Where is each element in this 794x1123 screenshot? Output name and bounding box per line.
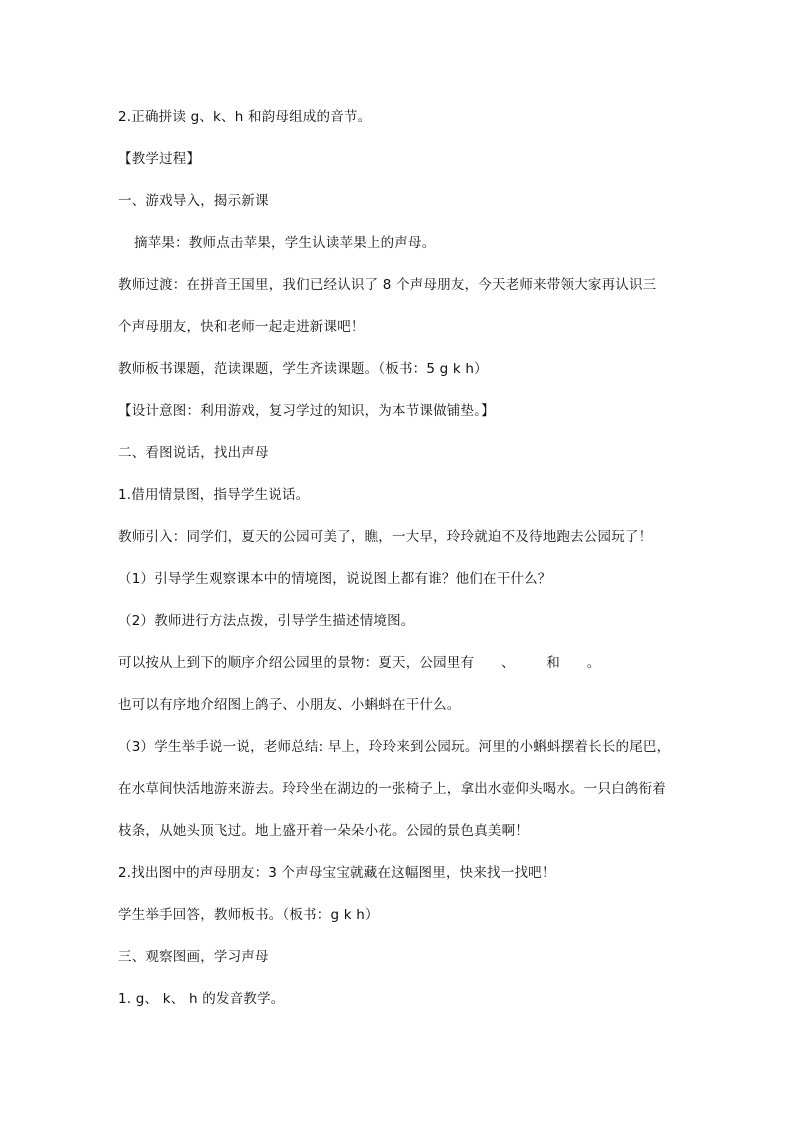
paragraph-line: 在水草间快活地游来游去。玲玲坐在湖边的一张椅子上，拿出水壶仰头喝水。一只白鸽衔着 xyxy=(118,781,666,797)
section-heading-1: 一、游戏导入，揭示新课 xyxy=(118,193,269,209)
section-heading-2: 二、看图说话，找出声母 xyxy=(118,445,269,461)
paragraph-line: 教师引入：同学们，夏天的公园可美了，瞧，一大早，玲玲就迫不及待地跑去公园玩了！ xyxy=(118,529,653,545)
paragraph-line: 1.借用情景图，指导学生说话。 xyxy=(118,487,310,503)
paragraph-line: （1）引导学生观察课本中的情境图，说说图上都有谁？他们在干什么？ xyxy=(118,571,552,587)
paragraph-line: 枝条，从她头顶飞过。地上盛开着一朵朵小花。公园的景色真美啊！ xyxy=(118,823,529,839)
paragraph-line: （2）教师进行方法点拨，引导学生描述情境图。 xyxy=(118,613,415,629)
paragraph-line: 教师过渡：在拼音王国里，我们已经认识了 8 个声母朋友，今天老师来带领大家再认识三 xyxy=(118,277,657,293)
paragraph-line: （3）学生举手说一说，老师总结: 早上，玲玲来到公园玩。河里的小蝌蚪摆着长长的尾巴， xyxy=(118,739,671,755)
paragraph-line: 学生举手回答，教师板书。（板书：g k h） xyxy=(118,907,379,923)
paragraph-line: 摘苹果：教师点击苹果，学生认读苹果上的声母。 xyxy=(134,235,436,251)
objective-line: 2.正确拼读 g、k、h 和韵母组成的音节。 xyxy=(118,109,372,125)
paragraph-line: 个声母朋友，快和老师一起走进新课吧！ xyxy=(118,319,365,335)
design-intent-note: 【设计意图：利用游戏，复习学过的知识，为本节课做铺垫。】 xyxy=(118,403,495,419)
section-heading-3: 三、观察图画，学习声母 xyxy=(118,949,269,965)
paragraph-line: 1. g、 k、 h 的发音教学。 xyxy=(118,991,285,1007)
paragraph-line: 教师板书课题，范读课题，学生齐读课题。（板书：5 g k h） xyxy=(118,361,488,377)
paragraph-line: 也可以有序地介绍图上鸽子、小朋友、小蝌蚪在干什么。 xyxy=(118,697,461,713)
section-heading-process: 【教学过程】 xyxy=(118,151,201,167)
paragraph-line: 可以按从上到下的顺序介绍公园里的景物：夏天，公园里有 、 和 。 xyxy=(118,655,601,671)
paragraph-line: 2.找出图中的声母朋友：3 个声母宝宝就藏在这幅图里，快来找一找吧！ xyxy=(118,865,556,881)
